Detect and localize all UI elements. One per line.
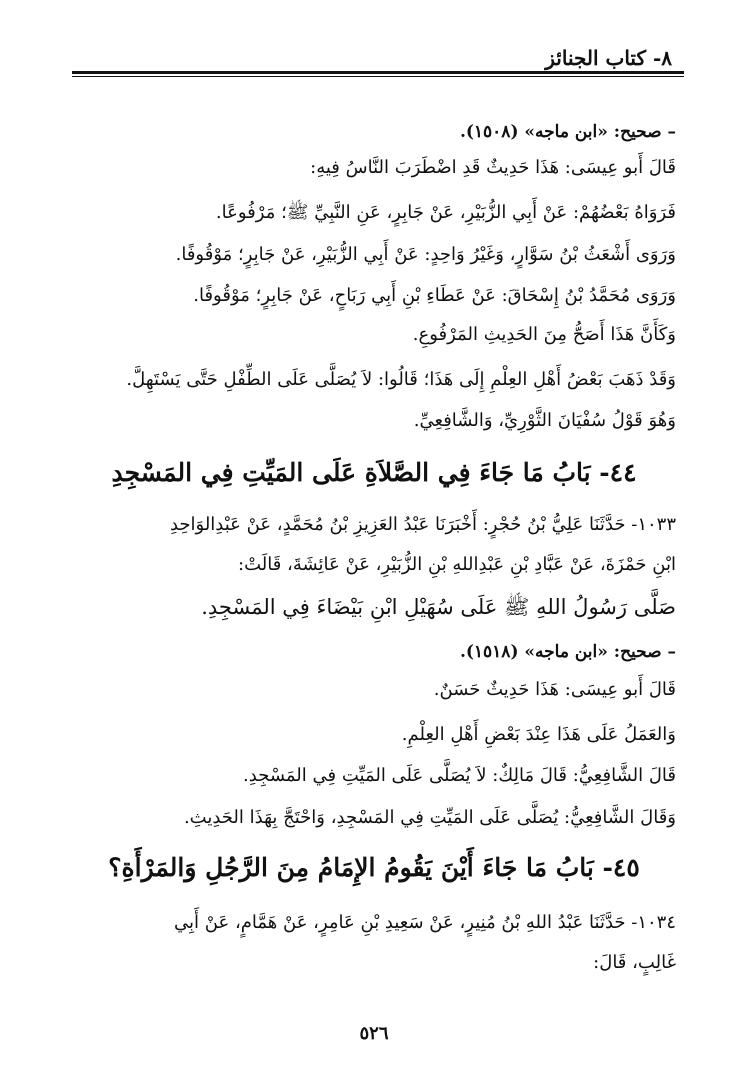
text-line: فَرَوَاهُ بَعْضُهُمْ: عَنْ أَبِي الزُّبَيْرِ، عَنْ جَابِرٍ، عَنِ النَّبِيِّ ﷺ؛ مَرْفُوعًا. [215, 202, 676, 223]
chapter-heading: ٤٤- بَابُ مَا جَاءَ فِي الصَّلاَةِ عَلَى المَيِّتِ فِي المَسْجِدِ [111, 458, 637, 487]
text-line: قَالَ أَبو عِيسَى: هَذَا حَدِيثٌ قَدِ اضْطَرَبَ النَّاسُ فِيهِ: [310, 157, 676, 178]
header-rule-thin [72, 76, 684, 77]
text-line: وَرَوَى أَشْعَثُ بْنُ سَوَّارٍ، وَغَيْرُ وَاحِدٍ: عَنْ أَبِي الزُّبَيْرِ، عَنْ جَابِرٍ؛ مَوْقُوفًا. [175, 244, 676, 265]
text-line: وَقَالَ الشَّافِعِيُّ: يُصَلَّى عَلَى المَيِّتِ فِي المَسْجِدِ، وَاحْتَجَّ بِهَذَا الحَدِيثِ. [183, 807, 676, 828]
text-line: وَهُوَ قَوْلُ سُفْيَانَ الثَّوْرِيِّ، وَالشَّافِعِيِّ. [413, 410, 676, 431]
header-rule [72, 71, 684, 74]
page-number: ٥٢٦ [359, 1023, 389, 1044]
hadith-isnad: غَالِبٍ، قَالَ: [593, 952, 676, 973]
grade-note: – صحيح: «ابن ماجه» (١٥١٨). [459, 642, 676, 662]
text-line: وَالعَمَلُ عَلَى هَذَا عِنْدَ بَعْضِ أَهْلِ العِلْمِ. [401, 724, 676, 745]
text-line: وَقَدْ ذَهَبَ بَعْضُ أَهْلِ العِلْمِ إِلَى هَذَا؛ قَالُوا: لاَ يُصَلَّى عَلَى الطِّفْلِ حَتَّى يَسْتَهِلَّ. [126, 369, 676, 390]
running-header: ٨- كتاب الجنائز [545, 46, 672, 70]
hadith-isnad: ١٠٣٣- حَدَّثَنَا عَلِيُّ بْنُ حُجْرٍ: أَخْبَرَنَا عَبْدُ العَزِيزِ بْنُ مُحَمَّدٍ، عَنْ عَبْدِالوَاحِدِ [169, 514, 676, 535]
hadith-matn: صَلَّى رَسُولُ اللهِ ﷺ عَلَى سُهَيْلِ ابْنِ بَيْضَاءَ فِي المَسْجِدِ. [201, 595, 676, 619]
text-line: قَالَ أَبو عِيسَى: هَذَا حَدِيثٌ حَسَنٌ. [433, 679, 676, 700]
hadith-isnad: ابْنِ حَمْزَةَ، عَنْ عَبَّادِ بْنِ عَبْدِاللهِ بْنِ الزُّبَيْرِ، عَنْ عَائِشَةَ، قَالَتْ: [238, 554, 676, 575]
hadith-isnad: ١٠٣٤- حَدَّثَنَا عَبْدُ اللهِ بْنُ مُنِيرٍ، عَنْ سَعِيدِ بْنِ عَامِرٍ، عَنْ هَمَّامٍ، عَنْ أَبِي [174, 912, 676, 933]
text-line: وَكَأَنَّ هَذَا أَصَحُّ مِنَ الحَدِيثِ المَرْفُوعِ. [412, 324, 676, 345]
grade-note: – صحيح: «ابن ماجه» (١٥٠٨). [459, 122, 676, 142]
chapter-heading: ٤٥- بَابُ مَا جَاءَ أَيْنَ يَقُومُ الإِمَامُ مِنَ الرَّجُلِ وَالمَرْأَةِ؟ [108, 853, 640, 882]
text-line: وَرَوَى مُحَمَّدُ بْنُ إِسْحَاقَ: عَنْ عَطَاءِ بْنِ أَبِي رَبَاحٍ، عَنْ جَابِرٍ؛ مَوْقُوفًا. [193, 285, 676, 306]
text-line: قَالَ الشَّافِعِيُّ: قَالَ مَالِكٌ: لاَ يُصَلَّى عَلَى المَيِّتِ فِي المَسْجِدِ. [243, 765, 676, 786]
